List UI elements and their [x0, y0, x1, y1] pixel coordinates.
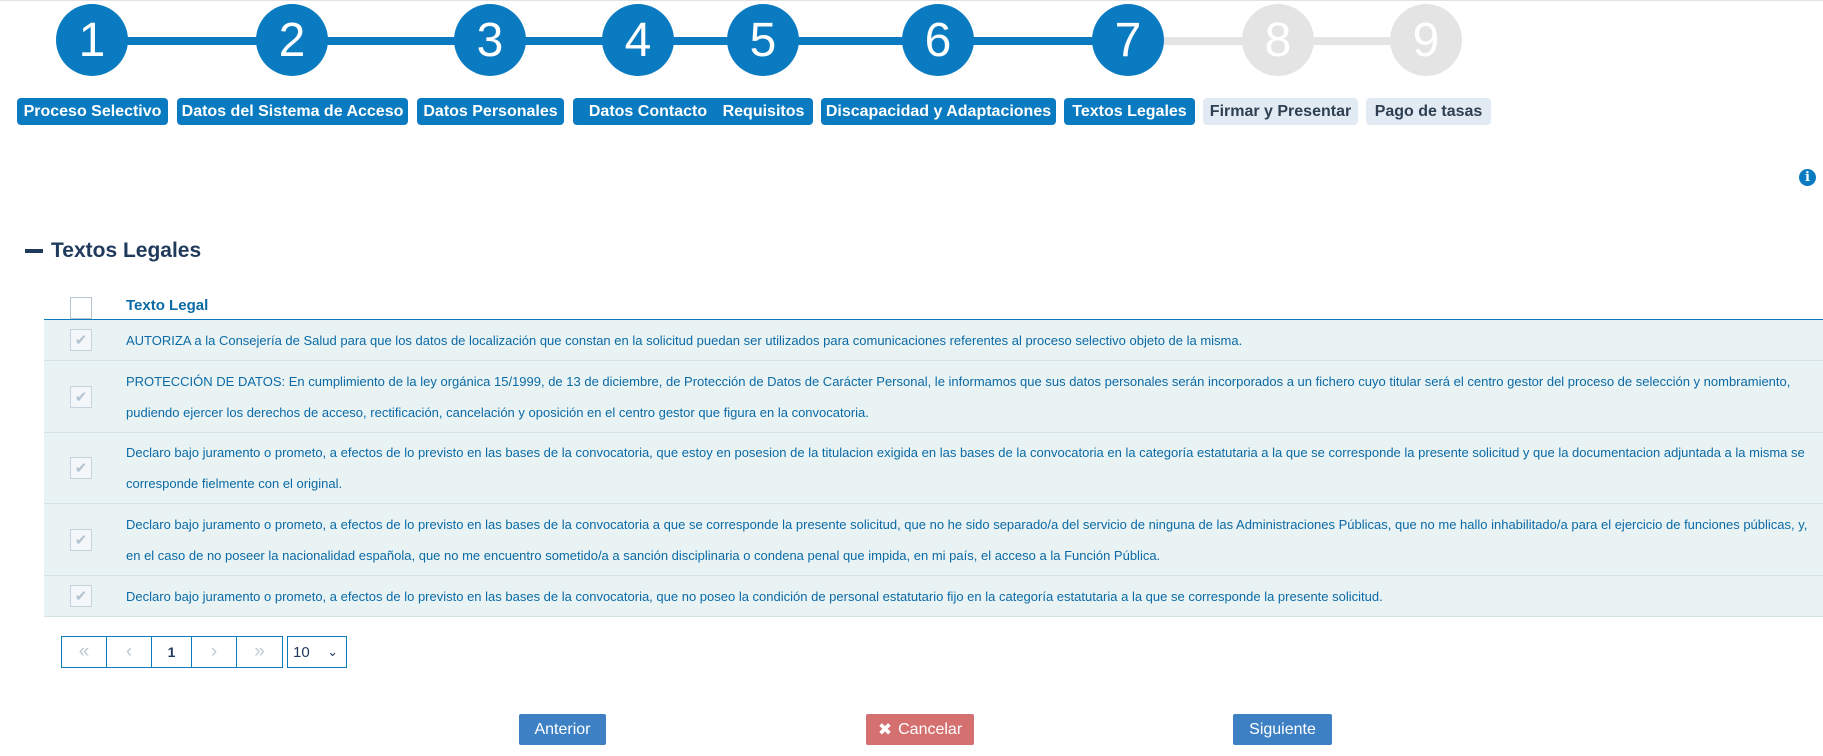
legal-text: Declaro bajo juramento o prometo, a efectos de lo previsto en las bases de la convocatoria, que no poseo la condición de personal estatutario fijo en la categoría estatutaria a la que se corresponde la presente solicitud. [126, 588, 1383, 604]
prev-page-icon[interactable]: ‹ [107, 637, 152, 667]
table-row [44, 320, 1823, 361]
siguiente-button[interactable]: Siguiente [1233, 714, 1332, 745]
select-all-checkbox[interactable] [70, 297, 92, 319]
section-header [25, 239, 201, 263]
page-size-select[interactable] [287, 636, 347, 668]
tab-requisitos[interactable]: Requisitos [714, 98, 813, 125]
table-row [44, 504, 1823, 576]
tab-discapacidad-adaptaciones[interactable]: Discapacidad y Adaptaciones [821, 98, 1056, 125]
step-1[interactable]: 1 [56, 4, 128, 76]
tab-textos-legales[interactable]: Textos Legales [1064, 98, 1195, 125]
step-6[interactable]: 6 [902, 4, 974, 76]
table-row [44, 576, 1823, 617]
next-page-icon[interactable]: › [192, 637, 237, 667]
info-icon[interactable]: i [1799, 169, 1816, 186]
chevron-down-icon: ⌄ [327, 644, 338, 659]
tab-datos-personales[interactable]: Datos Personales [417, 98, 564, 125]
step-3[interactable]: 3 [454, 4, 526, 76]
row-checkbox[interactable]: ✔ [70, 329, 92, 351]
section-title: Textos Legales [51, 239, 202, 262]
step-4[interactable]: 4 [602, 4, 674, 76]
progress-stepper [0, 0, 1823, 90]
pagination [61, 636, 283, 668]
table-row [44, 361, 1823, 433]
collapse-icon[interactable] [25, 249, 43, 253]
step-2[interactable]: 2 [256, 4, 328, 76]
legal-text: Declaro bajo juramento o prometo, a efectos de lo previsto en las bases de la convocatoria, que estoy en posesion de la titulacion exigida en las bases de la convocatoria en la categoría estatutaria a la que se corresponde la presente solicitud y que la documentacion adjuntada a la misma se corresponde fielmente con el original. [126, 445, 1805, 491]
table-header [44, 290, 1823, 320]
row-checkbox[interactable]: ✔ [70, 457, 92, 479]
anterior-button[interactable]: Anterior [519, 714, 606, 745]
legal-text: PROTECCIÓN DE DATOS: En cumplimiento de la ley orgánica 15/1999, de 13 de diciembre, de Protección de Datos de Carácter Personal, le informamos que sus datos personales serán incorporados a un fichero cuyo titular será el centro gestor del proceso de selección y nombramiento, pudiendo ejercer los derechos de acceso, rectificación, cancelación y oposición en el centro gestor que figura en la convocatoria. [126, 373, 1791, 420]
current-page[interactable]: 1 [152, 637, 192, 667]
step-5[interactable]: 5 [727, 4, 799, 76]
legal-text: AUTORIZA a la Consejería de Salud para que los datos de localización que constan en la solicitud puedan ser utilizados para comunicaciones referentes al proceso selectivo objeto de la misma. [126, 332, 1243, 348]
tab-firmar-presentar: Firmar y Presentar [1203, 98, 1358, 125]
step-7[interactable]: 7 [1092, 4, 1164, 76]
step-8: 8 [1242, 4, 1314, 76]
legal-text: Declaro bajo juramento o prometo, a efectos de lo previsto en las bases de la convocatoria a que se corresponde la presente solicitud, que no he sido separado/a del servicio de ninguna de las Administraciones Públicas, que no me hallo inhabilitado/a para el ejercicio de funciones públicas, y, en el caso de no poseer la nacionalidad española, que no me encuentro sometido/a a sanción disciplinaria o condena penal que impida, en mi país, el acceso a la Función Pública. [126, 516, 1808, 563]
row-checkbox[interactable]: ✔ [70, 585, 92, 607]
tab-datos-sistema-acceso[interactable]: Datos del Sistema de Acceso [177, 98, 408, 125]
close-icon: ✖ [877, 719, 893, 739]
row-checkbox[interactable]: ✔ [70, 529, 92, 551]
first-page-icon[interactable]: « [62, 637, 107, 667]
last-page-icon[interactable]: » [254, 641, 265, 662]
tab-pago-tasas: Pago de tasas [1366, 98, 1491, 125]
cancelar-button[interactable] [866, 714, 974, 745]
row-checkbox[interactable]: ✔ [70, 386, 92, 408]
column-header-texto-legal[interactable]: Texto Legal [126, 297, 209, 314]
table-row [44, 433, 1823, 504]
tab-datos-contacto[interactable]: Datos Contacto [573, 98, 723, 125]
tab-proceso-selectivo[interactable]: Proceso Selectivo [17, 98, 168, 125]
page-size-value: 10 [293, 643, 310, 661]
cancelar-label: Cancelar [898, 720, 963, 738]
step-9: 9 [1390, 4, 1462, 76]
legal-texts-table [44, 290, 1823, 617]
